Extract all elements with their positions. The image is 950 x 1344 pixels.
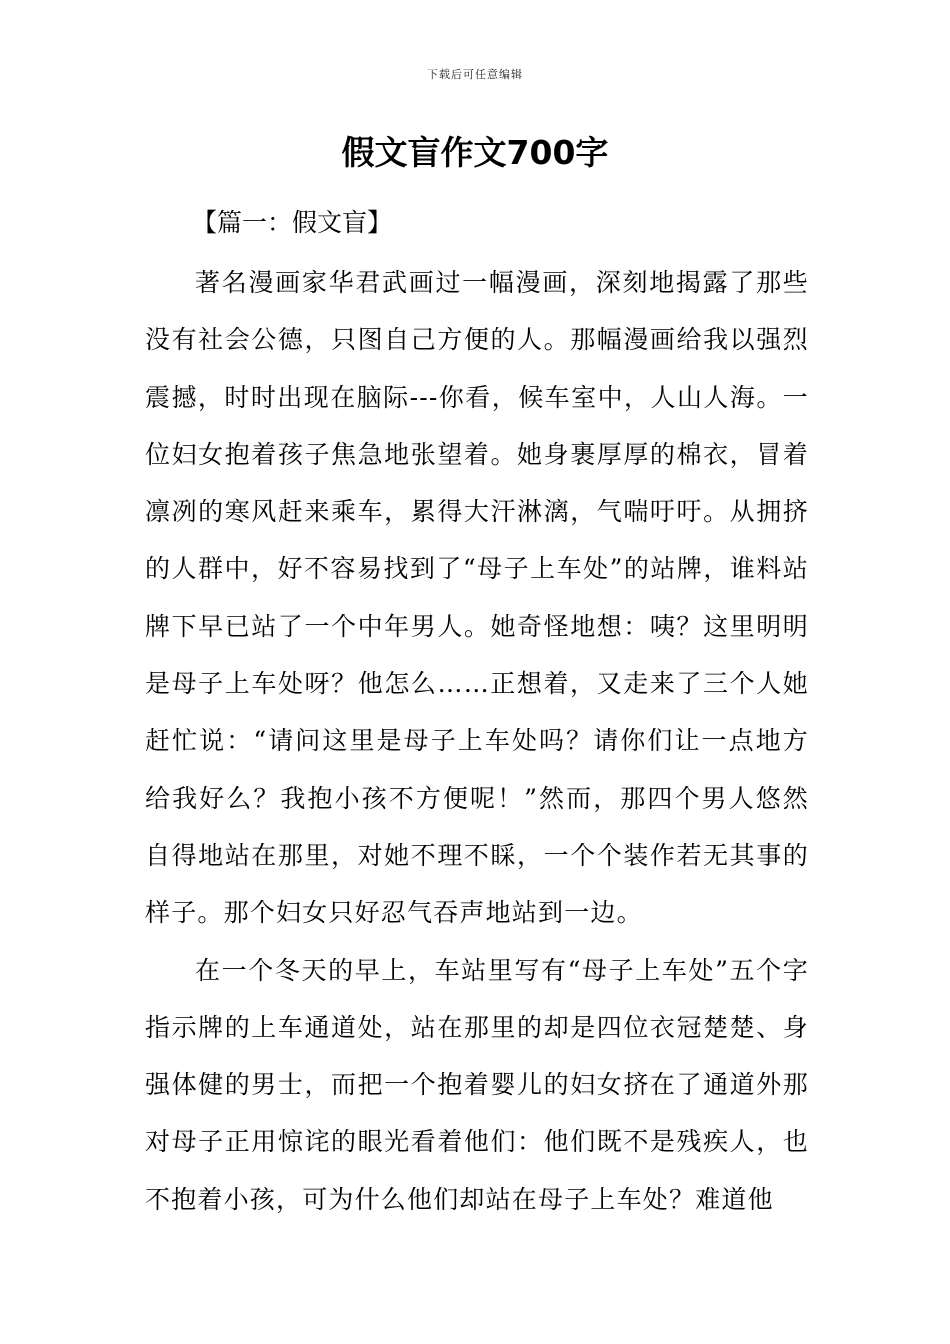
paragraph-2: 在一个冬天的早上，车站里写有“母子上车处”五个字指示牌的上车通道处，站在那里的却是四位衣冠楚楚、身强体健的男士，而把一个抱着婴儿的妇女挤在了通道外那对母子正用惊诧的眼光看着他们：他们既不是残疾人，也不抱着小孩，可为什么他们却站在母子上车处？难道他	[145, 955, 809, 1214]
section-heading: 【篇一：假文盲】	[192, 208, 393, 237]
body-text	[145, 254, 809, 1228]
page-title: 假文盲作文700字	[341, 133, 609, 172]
paragraph-1: 著名漫画家华君武画过一幅漫画，深刻地揭露了那些没有社会公德，只图自己方便的人。那幅漫画给我以强烈震撼，时时出现在脑际---你看，候车室中，人山人海。一位妇女抱着孩子焦急地张望着。她身裹厚厚的棉衣，冒着凛冽的寒风赶来乘车，累得大汗淋漓，气喘吁吁。从拥挤的人群中，好不容易找到了“母子上车处”的站牌，谁料站牌下早已站了一个中年男人。她奇怪地想：咦？这里明明是母子上车处呀？他怎么……正想着，又走来了三个人她赶忙说：“请问这里是母子上车处吗？请你们让一点地方给我好么？我抱小孩不方便呢！”然而，那四个男人悠然自得地站在那里，对她不理不睬，一个个装作若无其事的样子。那个妇女只好忍气吞声地站到一边。	[145, 268, 809, 928]
header-note: 下载后可任意编辑	[427, 68, 523, 81]
